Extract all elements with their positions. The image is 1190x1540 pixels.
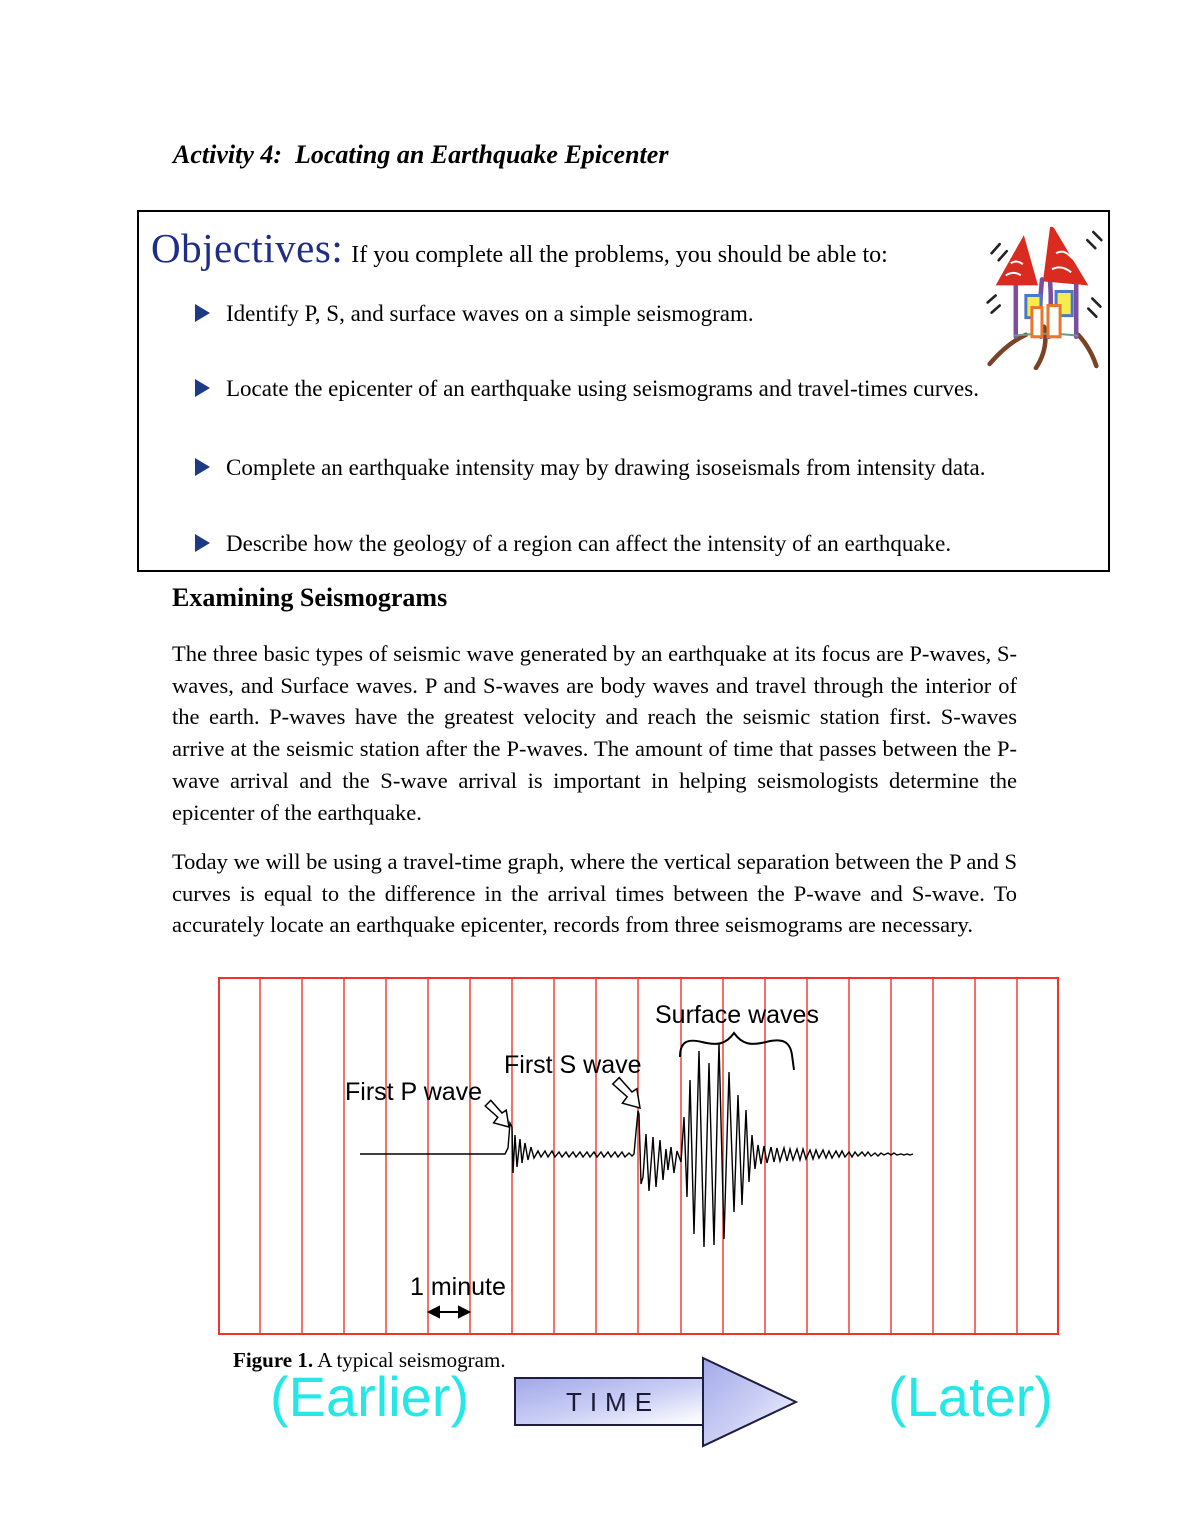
- objectives-heading: Objectives:: [151, 225, 344, 271]
- objectives-box: [137, 210, 1110, 572]
- time-arrow: [513, 1356, 798, 1448]
- objective-item: [195, 530, 1055, 558]
- objectives-header-row: [151, 224, 888, 272]
- section-heading: Examining Seismograms: [172, 583, 448, 612]
- bullet-triangle-icon: [195, 379, 210, 397]
- objectives-intro: If you complete all the problems, you should be able to:: [351, 242, 888, 268]
- objective-text: Identify P, S, and surface waves on a simple seismogram.: [226, 301, 754, 326]
- p-wave-pointer-arrow-icon: [485, 1100, 509, 1127]
- body-paragraph-1: The three basic types of seismic wave generated by an earthquake at its focus are P-waves, S-waves, and Surface waves. P and S-waves are body waves and travel through the interior of the earth. P-waves have the greatest velocity and reach the seismic station first. S-waves arrive at the seismic station after the P-waves. The amount of time that passes between the P-wave arrival and the S-wave arrival is important in helping seismologists determine the epicenter of the earthquake.: [172, 641, 1017, 825]
- earlier-label: (Earlier): [270, 1365, 470, 1428]
- label-first-s-wave: First S wave: [504, 1051, 642, 1079]
- surface-waves-brace: [680, 1033, 794, 1070]
- objective-item: [195, 300, 1055, 328]
- s-wave-pointer-arrow-icon: [613, 1078, 640, 1108]
- objective-text: Describe how the geology of a region can affect the intensity of an earthquake.: [226, 531, 952, 556]
- label-surface-waves: Surface waves: [655, 1001, 819, 1029]
- time-label: TIME: [565, 1387, 661, 1417]
- bullet-triangle-icon: [195, 458, 210, 476]
- one-minute-arrow-icon: [429, 1307, 469, 1317]
- figure-caption-number: Figure 1.: [233, 1348, 314, 1372]
- seismogram-grid: [260, 977, 1017, 1335]
- objective-item: [195, 375, 1055, 403]
- body-paragraph-2: Today we will be using a travel-time graph, where the vertical separation between the P and S curves is equal to the difference in the arrival times between the P-wave and S-wave. To accurately locate an earthquake epicenter, records from three seismograms are necessary.: [172, 849, 1017, 938]
- objective-text: Complete an earthquake intensity may by drawing isoseismals from intensity data.: [226, 455, 986, 480]
- bullet-triangle-icon: [195, 534, 210, 552]
- figure-caption-text: A typical seismogram.: [313, 1348, 506, 1372]
- page-title: Activity 4: Locating an Earthquake Epicenter: [173, 140, 669, 169]
- objective-item: [195, 454, 1055, 482]
- earthquake-house-icon: [985, 223, 1107, 370]
- seismogram-figure: [218, 977, 1059, 1335]
- objective-text: Locate the epicenter of an earthquake using seismograms and travel-times curves.: [226, 376, 979, 401]
- later-label: (Later): [888, 1365, 1053, 1428]
- label-one-minute: 1 minute: [410, 1273, 506, 1301]
- bullet-triangle-icon: [195, 304, 210, 322]
- label-first-p-wave: First P wave: [345, 1078, 483, 1106]
